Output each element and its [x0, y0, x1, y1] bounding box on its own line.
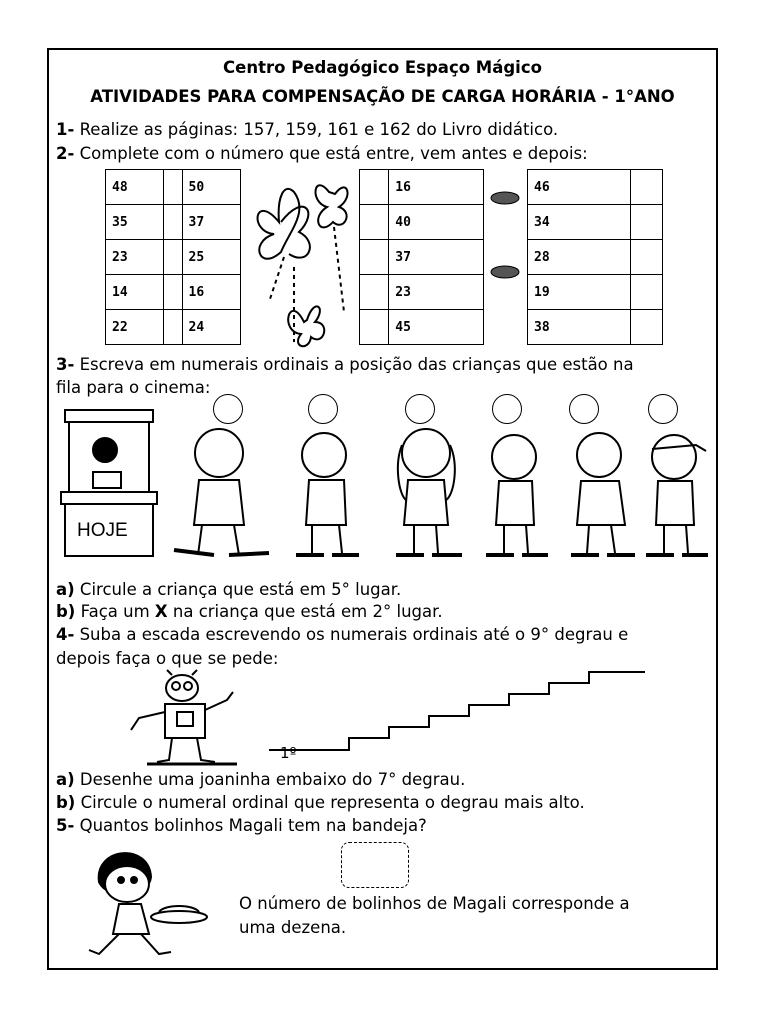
- question-number: 3-: [56, 355, 75, 374]
- table-row: [360, 240, 484, 275]
- table-row: [528, 275, 663, 310]
- robot-illustration: [127, 670, 242, 770]
- question-5: [56, 816, 427, 835]
- staircase-illustration[interactable]: [269, 670, 649, 765]
- question-3-line2: fila para o cinema:: [56, 378, 211, 397]
- table-row: [528, 240, 663, 275]
- question-text: Complete com o número que está entre, vem antes e depois:: [74, 144, 588, 163]
- question-4-line2: depois faça o que se pede:: [56, 649, 279, 668]
- question-text: Realize as páginas: 157, 159, 161 e 162 do Livro didático.: [74, 120, 559, 139]
- question-3a: [56, 580, 401, 599]
- item-label: b): [56, 602, 76, 621]
- item-text: Faça um: [75, 602, 155, 621]
- question-2: [56, 144, 588, 163]
- answer-line-2: uma dezena.: [239, 918, 347, 937]
- table-row: [360, 275, 484, 310]
- magali-illustration: [79, 842, 209, 967]
- blank-cell[interactable]: [360, 275, 389, 310]
- item-label: b): [56, 793, 76, 812]
- blank-cell[interactable]: [164, 205, 182, 240]
- table-between: [105, 169, 241, 345]
- x-mark-text: X: [154, 602, 168, 621]
- children-queue-illustration: [164, 425, 709, 565]
- table-row: [528, 170, 663, 205]
- blank-cell[interactable]: [360, 205, 389, 240]
- number-cell: 50: [182, 170, 240, 205]
- answer-box[interactable]: [341, 842, 409, 888]
- number-cell: 16: [389, 170, 484, 205]
- table-row: [360, 205, 484, 240]
- table-row: [106, 275, 241, 310]
- table-row: [106, 170, 241, 205]
- number-cell: 22: [106, 310, 164, 345]
- item-label: a): [56, 770, 75, 789]
- question-4b: [56, 793, 585, 812]
- answer-line-1: O número de bolinhos de Magali corresponde a: [239, 894, 630, 913]
- table-row: [360, 310, 484, 345]
- bee-icon: [486, 188, 524, 280]
- answer-circle[interactable]: [492, 394, 522, 424]
- table-row: [106, 205, 241, 240]
- table-before: [359, 169, 484, 345]
- item-text: Circule o numeral ordinal que representa o degrau mais alto.: [75, 793, 585, 812]
- first-step-label: 1º: [280, 744, 297, 762]
- number-cell: 23: [389, 275, 484, 310]
- activity-title: ATIVIDADES PARA COMPENSAÇÃO DE CARGA HORÁRIA - 1°ANO: [90, 87, 675, 106]
- worksheet: [47, 48, 718, 970]
- table-row: [106, 310, 241, 345]
- number-cell: 23: [106, 240, 164, 275]
- item-text: Circule a criança que está em 5° lugar.: [74, 580, 402, 599]
- number-cell: 34: [528, 205, 631, 240]
- number-cell: 37: [389, 240, 484, 275]
- table-row: [528, 310, 663, 345]
- question-text: Quantos bolinhos Magali tem na bandeja?: [74, 816, 427, 835]
- number-cell: 19: [528, 275, 631, 310]
- answer-circle[interactable]: [213, 394, 243, 424]
- blank-cell[interactable]: [631, 240, 663, 275]
- answer-circle[interactable]: [405, 394, 435, 424]
- question-3b: [56, 602, 443, 621]
- item-label: a): [56, 580, 75, 599]
- number-cell: 45: [389, 310, 484, 345]
- number-cell: 14: [106, 275, 164, 310]
- number-cell: 37: [182, 205, 240, 240]
- number-cell: 46: [528, 170, 631, 205]
- number-cell: 48: [106, 170, 164, 205]
- question-1: [56, 120, 558, 139]
- number-cell: 25: [182, 240, 240, 275]
- table-row: [106, 240, 241, 275]
- blank-cell[interactable]: [360, 310, 389, 345]
- school-name: Centro Pedagógico Espaço Mágico: [223, 58, 542, 77]
- number-cell: 16: [182, 275, 240, 310]
- item-text: na criança que está em 2° lugar.: [167, 602, 443, 621]
- number-cell: 38: [528, 310, 631, 345]
- question-4a: [56, 770, 465, 789]
- answer-circle[interactable]: [648, 394, 678, 424]
- question-3: [56, 355, 634, 374]
- question-4: [56, 625, 628, 644]
- number-cell: 24: [182, 310, 240, 345]
- blank-cell[interactable]: [631, 310, 663, 345]
- table-after: [527, 169, 663, 345]
- butterflies-illustration: [249, 172, 359, 342]
- item-text: Desenhe uma joaninha embaixo do 7° degrau.: [74, 770, 466, 789]
- blank-cell[interactable]: [164, 275, 182, 310]
- blank-cell[interactable]: [360, 170, 389, 205]
- question-number: 1-: [56, 120, 75, 139]
- question-number: 2-: [56, 144, 75, 163]
- blank-cell[interactable]: [164, 310, 182, 345]
- booth-sign: HOJE: [77, 520, 128, 541]
- answer-circle[interactable]: [569, 394, 599, 424]
- blank-cell[interactable]: [631, 170, 663, 205]
- blank-cell[interactable]: [631, 275, 663, 310]
- table-row: [528, 205, 663, 240]
- answer-circle[interactable]: [308, 394, 338, 424]
- blank-cell[interactable]: [360, 240, 389, 275]
- number-cell: 28: [528, 240, 631, 275]
- question-number: 5-: [56, 816, 75, 835]
- blank-cell[interactable]: [631, 205, 663, 240]
- question-text: Escreva em numerais ordinais a posição das crianças que estão na: [74, 355, 634, 374]
- table-row: [360, 170, 484, 205]
- question-number: 4-: [56, 625, 75, 644]
- blank-cell[interactable]: [164, 240, 182, 275]
- number-cell: 35: [106, 205, 164, 240]
- number-cell: 40: [389, 205, 484, 240]
- blank-cell[interactable]: [164, 170, 182, 205]
- question-text: Suba a escada escrevendo os numerais ordinais até o 9° degrau e: [74, 625, 629, 644]
